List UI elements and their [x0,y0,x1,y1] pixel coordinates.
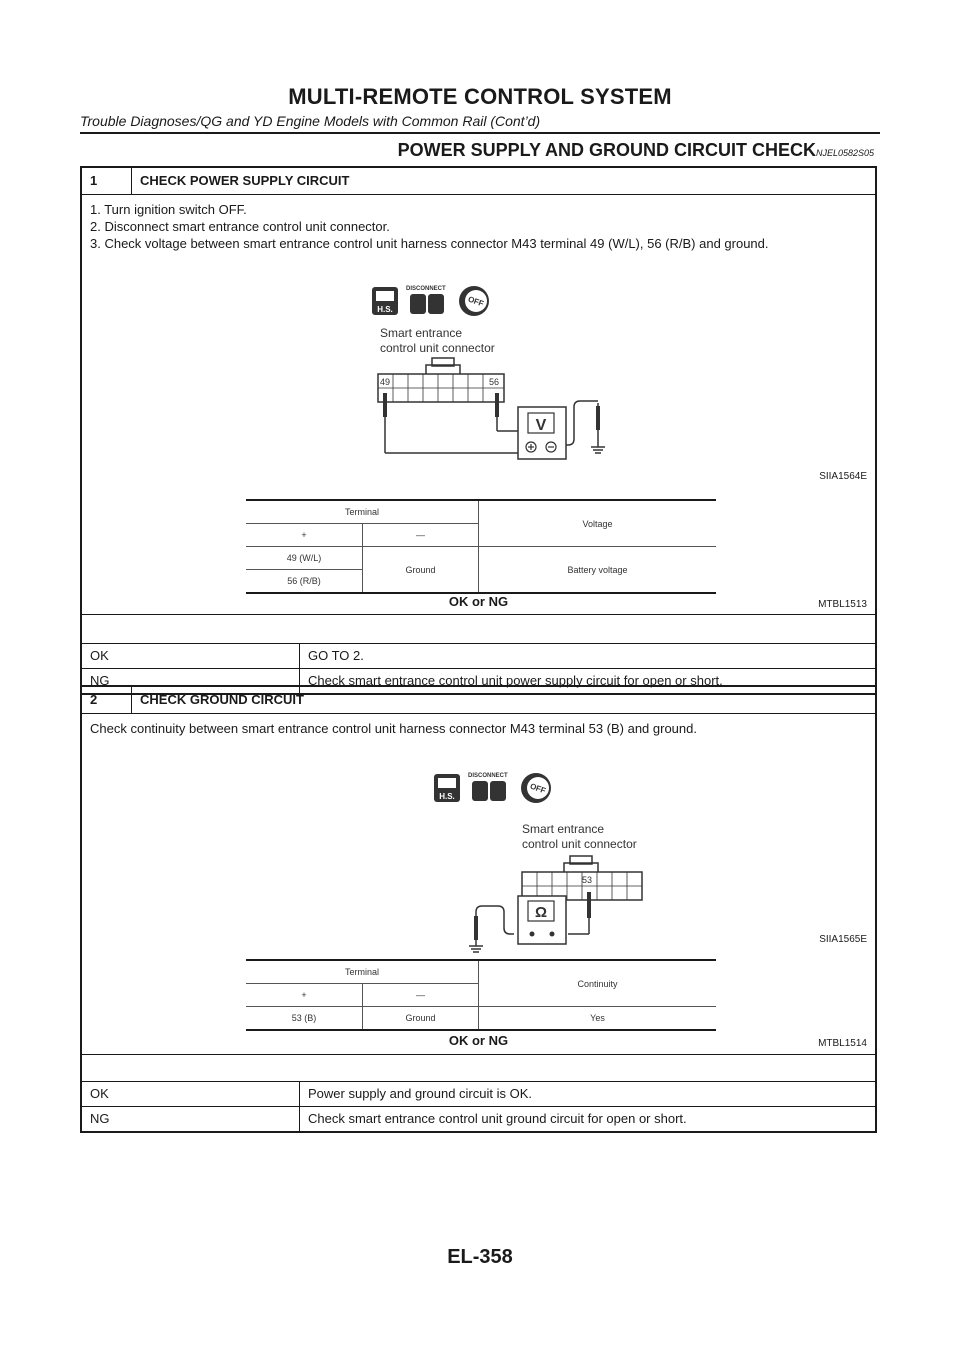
section-title [80,140,874,161]
terminal-header: Terminal [246,500,479,524]
off-text: OFF [528,781,547,796]
connector-icon [378,358,504,402]
pin-53-label: 53 [582,875,593,885]
hs-badge-text: H.S. [439,792,455,801]
connector-label-line2: control unit connector [380,341,495,355]
disconnect-plug-icon [468,773,508,801]
hs-badge-icon [434,774,460,802]
result-key: OK [82,1082,300,1106]
battery-voltage-cell: Battery voltage [479,547,717,594]
instruction-line: 1. Turn ignition switch OFF. [90,202,247,217]
step-2-body [82,714,875,1055]
step-2-instructions [82,714,875,737]
disconnect-text: DISCONNECT [406,286,446,292]
step-2-number: 2 [82,687,132,713]
terminal-header: Terminal [246,960,479,984]
terminal-53-cell: 53 (B) [246,1007,363,1031]
step-1-diagram [362,281,622,474]
step-1-figure-code: SIIA1564E [819,471,867,482]
disconnect-plug-icon [406,286,446,314]
step-2-box [80,685,877,1133]
ground-cell: Ground [363,1007,479,1031]
ignition-off-icon [521,773,551,803]
connector-label-line1: Smart entrance [522,822,605,836]
result-row-ok [82,644,875,668]
step-2-header [82,687,875,714]
document-subtitle: Trouble Diagnoses/QG and YD Engine Models with Common Rail (Cont’d) [80,113,541,129]
result-value: GO TO 2. [308,648,364,663]
continuity-header: Continuity [479,960,717,1007]
step-2-figure-code: SIIA1565E [819,934,867,945]
continuity-yes-cell: Yes [479,1007,717,1031]
step-1-header [82,168,875,195]
step-2-table-code: MTBL1514 [818,1038,867,1049]
instruction-line: 3. Check voltage between smart entrance control unit harness connector M43 terminal 49 (W/L), 56 (R/B) and ground. [90,236,769,251]
disconnect-text: DISCONNECT [468,773,508,779]
connector-label-line2: control unit connector [522,837,637,851]
step-2-label: CHECK GROUND CIRCUIT [140,692,304,707]
result-key: NG [82,669,300,693]
pin-49-label: 49 [380,377,391,387]
voltage-check-diagram [362,281,622,471]
minus-header: — [363,984,479,1007]
step-2-diagram [382,766,662,969]
result-value: Power supply and ground circuit is OK. [308,1086,532,1101]
terminal-56-cell: 56 (R/B) [246,570,363,594]
result-value: Check smart entrance control unit ground circuit for open or short. [308,1111,687,1126]
document-header [80,84,880,129]
step-1-body [82,195,875,615]
result-key: OK [82,644,300,668]
document-title: MULTI-REMOTE CONTROL SYSTEM [288,84,672,109]
pin-56-label: 56 [489,377,500,387]
ohmmeter-label: Ω [534,904,548,921]
step-1-instructions [82,195,875,252]
step-1-spec-table [246,499,716,594]
section-title-text: POWER SUPPLY AND GROUND CIRCUIT CHECK [397,140,816,160]
connector-label-line1: Smart entrance [380,326,463,340]
step-1-ok-ng: OK or NG [448,594,509,609]
instruction-line: Check continuity between smart entrance control unit harness connector M43 terminal 53 (B) and ground. [90,721,697,736]
header-rule [80,132,880,134]
connector-icon [522,856,642,900]
step-1-table-code: MTBL1513 [818,599,867,610]
minus-header: — [363,524,479,547]
section-ref-code: NJEL0582S05 [815,148,874,158]
voltage-header: Voltage [479,500,717,547]
step-2-ok-ng: OK or NG [448,1033,509,1048]
result-value: Check smart entrance control unit power supply circuit for open or short. [308,673,723,688]
result-row-ng [82,1106,875,1131]
continuity-check-diagram [382,766,662,966]
step-1-number: 1 [82,168,132,194]
hs-badge-icon [372,287,398,315]
step-1-label: CHECK POWER SUPPLY CIRCUIT [140,173,350,188]
voltmeter-icon [518,407,566,459]
step-2-results [82,1081,875,1131]
result-key: NG [82,1107,300,1131]
instruction-line: 2. Disconnect smart entrance control unit connector. [90,219,390,234]
plus-header: + [246,984,363,1007]
result-row-ok [82,1082,875,1106]
off-text: OFF [466,294,485,309]
hs-badge-text: H.S. [377,305,393,314]
step-2-spec-table [246,959,716,1031]
page-number: EL-358 [447,1246,513,1268]
ground-cell: Ground [363,547,479,594]
ignition-off-icon [459,286,489,316]
plus-header: + [246,524,363,547]
ohmmeter-icon [518,896,566,944]
step-1-box [80,166,877,695]
voltmeter-label: V [535,417,547,434]
terminal-49-cell: 49 (W/L) [246,547,363,570]
